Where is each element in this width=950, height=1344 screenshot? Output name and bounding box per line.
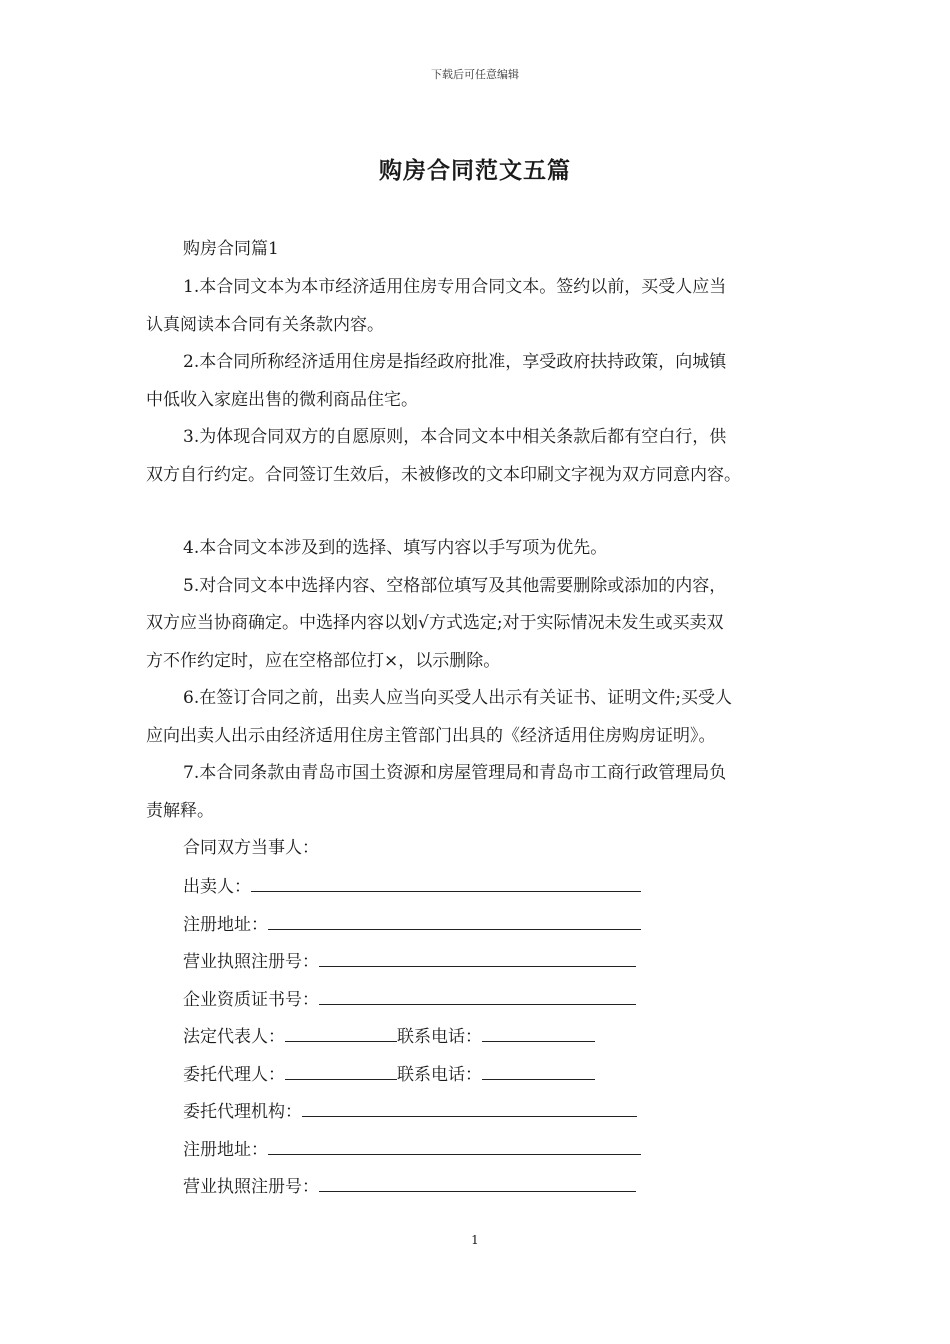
reg-address2-blank[interactable] bbox=[268, 1138, 641, 1155]
agent-blank[interactable] bbox=[285, 1063, 397, 1080]
license-no2-field bbox=[183, 1175, 636, 1198]
section-heading: 购房合同篇1 bbox=[183, 239, 279, 259]
qualification-no-label: 企业资质证书号： bbox=[183, 990, 319, 1010]
legal-rep-blank[interactable] bbox=[285, 1025, 397, 1042]
license-no2-label: 营业执照注册号： bbox=[183, 1177, 319, 1197]
clause-4-line-1: 4.本合同文本涉及到的选择、填写内容以手写项为优先。 bbox=[183, 538, 608, 558]
phone2-blank[interactable] bbox=[482, 1063, 595, 1080]
clause-1-line-2: 认真阅读本合同有关条款内容。 bbox=[146, 315, 384, 335]
clause-3-line-1: 3.为体现合同双方的自愿原则，本合同文本中相关条款后都有空白行，供 bbox=[183, 427, 727, 447]
clause-5-line-3: 方不作约定时，应在空格部位打×，以示删除。 bbox=[146, 651, 501, 671]
parties-heading: 合同双方当事人： bbox=[183, 838, 319, 858]
license-no-field bbox=[183, 950, 636, 973]
agent-label: 委托代理人： bbox=[183, 1065, 285, 1085]
license-no2-blank[interactable] bbox=[319, 1175, 636, 1192]
clause-7-line-2: 责解释。 bbox=[146, 801, 214, 821]
phone2-label: 联系电话： bbox=[397, 1065, 482, 1085]
clause-6-line-2: 应向出卖人出示由经济适用住房主管部门出具的《经济适用住房购房证明》。 bbox=[146, 726, 716, 746]
clause-2-line-1: 2.本合同所称经济适用住房是指经政府批准，享受政府扶持政策，向城镇 bbox=[183, 352, 727, 372]
agent-field bbox=[183, 1063, 595, 1086]
license-no-label: 营业执照注册号： bbox=[183, 952, 319, 972]
agency-label: 委托代理机构： bbox=[183, 1102, 302, 1122]
phone-blank[interactable] bbox=[482, 1025, 595, 1042]
seller-field bbox=[183, 875, 641, 898]
legal-rep-field bbox=[183, 1025, 595, 1048]
page-number: 1 bbox=[471, 1233, 479, 1247]
qualification-no-field bbox=[183, 988, 636, 1011]
clause-6-line-1: 6.在签订合同之前，出卖人应当向买受人出示有关证书、证明文件;买受人 bbox=[183, 688, 732, 708]
document-title: 购房合同范文五篇 bbox=[379, 158, 571, 184]
qualification-no-blank[interactable] bbox=[319, 988, 636, 1005]
reg-address-blank[interactable] bbox=[268, 913, 641, 930]
agency-field bbox=[183, 1100, 637, 1123]
seller-blank[interactable] bbox=[251, 875, 641, 892]
reg-address2-field bbox=[183, 1138, 641, 1161]
clause-5-line-2: 双方应当协商确定。中选择内容以划√方式选定;对于实际情况未发生或买卖双 bbox=[146, 613, 724, 633]
clause-7-line-1: 7.本合同条款由青岛市国土资源和房屋管理局和青岛市工商行政管理局负 bbox=[183, 763, 727, 783]
reg-address-field bbox=[183, 913, 641, 936]
agency-blank[interactable] bbox=[302, 1100, 637, 1117]
phone-label: 联系电话： bbox=[397, 1027, 482, 1047]
clause-1-line-1: 1.本合同文本为本市经济适用住房专用合同文本。签约以前，买受人应当 bbox=[183, 277, 727, 297]
reg-address-label: 注册地址： bbox=[183, 915, 268, 935]
clause-5-line-1: 5.对合同文本中选择内容、空格部位填写及其他需要删除或添加的内容， bbox=[183, 576, 727, 596]
seller-label: 出卖人： bbox=[183, 877, 251, 897]
legal-rep-label: 法定代表人： bbox=[183, 1027, 285, 1047]
clause-3-line-2: 双方自行约定。合同签订生效后，未被修改的文本印刷文字视为双方同意内容。 bbox=[146, 465, 741, 485]
clause-2-line-2: 中低收入家庭出售的微利商品住宅。 bbox=[146, 390, 418, 410]
header-note: 下载后可任意编辑 bbox=[431, 68, 519, 81]
reg-address2-label: 注册地址： bbox=[183, 1140, 268, 1160]
license-no-blank[interactable] bbox=[319, 950, 636, 967]
